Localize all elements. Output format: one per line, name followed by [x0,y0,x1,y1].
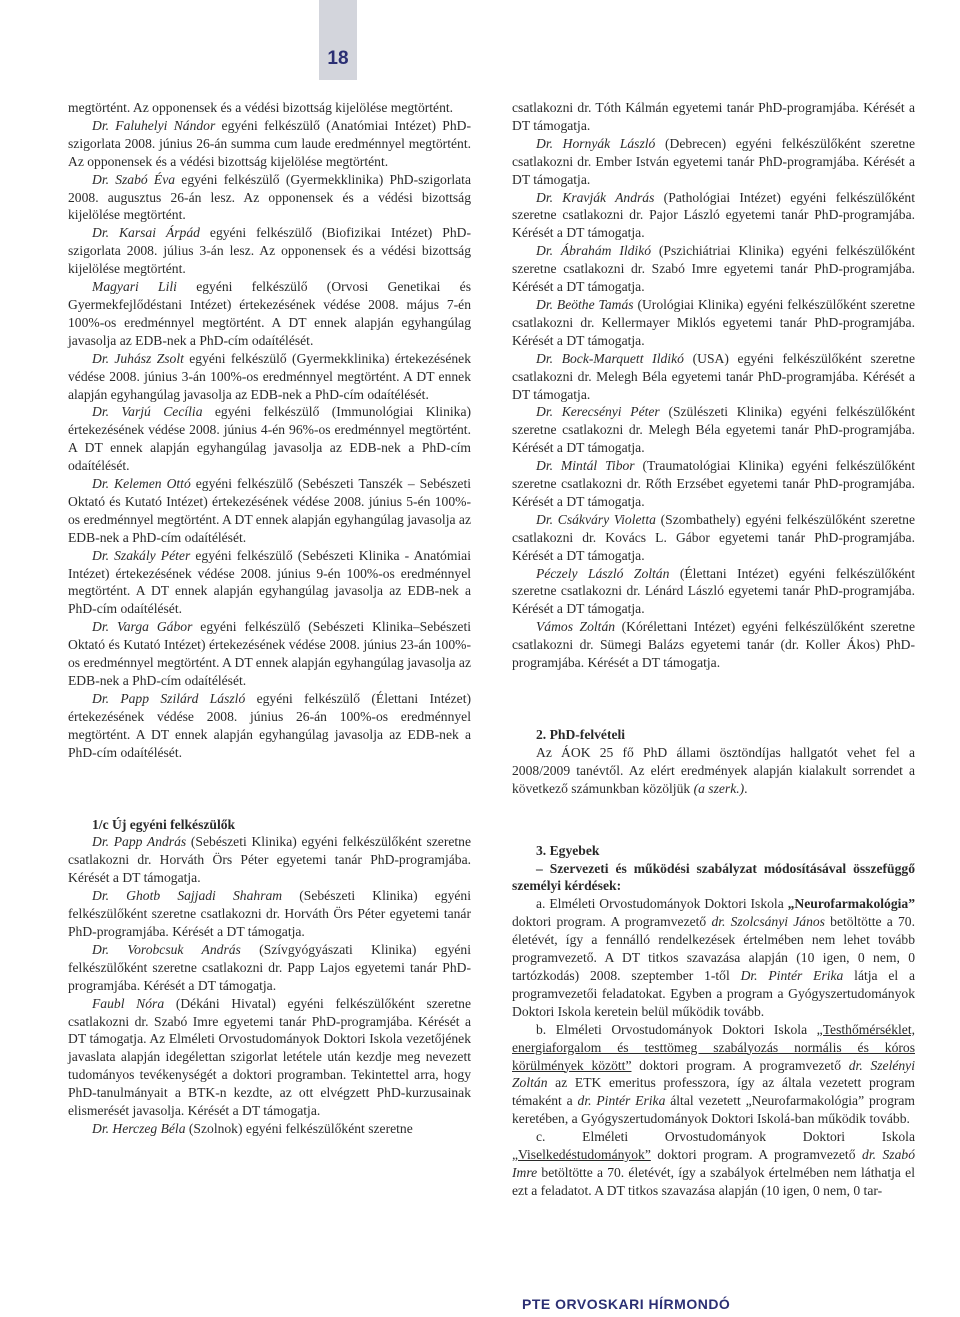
section-1c-heading: 1/c Új egyéni felkészülők [92,816,236,832]
person-name: Dr. Beöthe Tamás [536,296,634,312]
section-3-item-c: c. Elméleti Orvostudományok Doktori Iskola „Viselkedéstudományok” doktori program. A programvezető dr. Szabó Imre betöltötte a 70. életévét, így a szabályok értelmében nem láthatja el ezt a feladatot. A DT titkos szavazása alapján (10 igen, 0 nem, 0 tar- [512,1129,915,1198]
paragraph-text: (Szülészeti Klinika) egyéni felkészülőként szeretne csatlakozni dr. Melegh Béla egyetemi tanár PhD-programjába. Kérését a DT támogatja. [512,404,915,456]
paragraph-text: egyéni felkészülő (Sebészeti Klinika - Anatómiai Intézet) értekezésének védése 2008. június 9-én 100%-os eredménnyel megtörtént. A DT ennek alapján egyhangúlag javasolja az EDB-nek a PhD-cím odaítélését. [68,547,471,617]
person-name: Dr. Szabó Éva [92,171,176,187]
paragraph-text: egyéni felkészülő (Gyermekklinika) értekezésének védése 2008. június 3-án 100%-os eredménnyel megtörtént. A DT ennek alapján egyhangúlag javasolja az EDB-nek a PhD-cím odaítélését. [68,350,471,402]
paragraph-text: egyéni felkészülő (Orvosi Genetikai és Gyermekfejlődéstani Intézet) értekezésének védése 2008. május 7-én 100%-os eredménnyel megtörtént. A DT ennek alapján egyhangúlag javasolja az EDB-nek a PhD-cím odaítélését. [68,279,471,348]
paragraph [68,887,471,941]
paragraph-text: egyéni felkészülő (Biofizikai Intézet) PhD-szigorlata 2008. július 3-án lesz. Az opponensek és a védési bizottság kijelölése megtörtént. [68,225,471,277]
section-3-item-b: b. Elméleti Orvostudományok Doktori Iskola „Testhőmérséklet, energiaforgalom és testtömeg szabályozás normális és kóros körülmények között” doktori program. A programvezető dr. Szelényi Zoltán az ETK emeritus professzora, így az általa vezetett program témaként a dr. Pintér Erika által vezetett „Neurofarmakológia” program keretében, a Gyógyszertudományok Doktori Iskolá-ban működik tovább. [512,1021,915,1127]
person-name: Dr. Faluhelyi Nándor [92,117,216,133]
paragraph-text: egyéni felkészülő (Gyermekklinika) PhD-szigorlata 2008. augusztus 26-án lesz. Az opponensek és a védési bizottság kijelölése megtörtént. [68,171,471,223]
paragraph [512,403,915,457]
paragraph [512,135,915,189]
paragraph [68,403,471,475]
paragraph [512,99,915,135]
person-name: Dr. Papp András [92,834,187,850]
paragraph [68,171,471,225]
paragraph-text: csatlakozni dr. Tóth Kálmán egyetemi tanár PhD-programjába. Kérését a DT támogatja. [512,100,915,133]
page-number: 18 [327,48,349,69]
person-name: Dr. Ghotb Sajjadi Shahram [92,888,283,904]
paragraph-text: egyéni felkészülő (Sebészeti Klinika–Sebészeti Oktató és Kutató Intézet) értekezésének védése 2008. június 23-án 100%-os eredménnyel megtörtént. A DT ennek alapján egyhangúlag javasolja az EDB-nek a PhD-cím odaítélését. [68,619,471,688]
person-name: Dr. Herczeg Béla [92,1120,186,1136]
paragraph [512,565,915,619]
paragraph [68,690,471,762]
person-name: Dr. Vorobcsuk András [92,941,241,957]
left-paragraphs [68,99,471,762]
paragraph [68,941,471,995]
paragraph-text: (Sebészeti Klinika) egyéni felkészülőként szeretne csatlakozni dr. Horváth Örs Péter egyetemi tanár PhD-programjába. Kérését a DT támogatja. [68,834,471,886]
paragraph-text: (Traumatológiai Klinika) egyéni felkészülőként szeretne csatlakozni dr. Rőth Erzsébet egyetemi tanár PhD-programjába. Kérését a DT támogatja. [512,458,915,509]
person-name: Faubl Nóra [92,995,165,1011]
paragraph-text: (Sebészeti Klinika) egyéni felkészülőként szeretne csatlakozni dr. Horváth Örs Péter egyetemi tanár PhD-programjába. Kérését a DT támogatja. [68,888,471,939]
person-name: Dr. Kerecsényi Péter [536,404,660,420]
paragraph-text: egyéni felkészülő (Élettani Intézet) értekezésének védése 2008. június 26-án 100%-os eredménnyel megtörtént. A DT ennek alapján egyhangúlag javasolja az EDB-nek a PhD-cím odaítélését. [68,690,472,760]
person-name: Dr. Hornyák László [536,135,656,151]
person-name: Dr. Varjú Cecília [92,404,203,420]
paragraph-text: egyéni felkészülő (Anatómiai Intézet) PhD-szigorlata 2008. június 26-án summa cum laude eredménnyel megtörtént. Az opponensek és a védési bizottság kijelölése megtörtént. [68,117,471,169]
person-name: Dr. Karsai Árpád [92,225,200,241]
section-2-heading: 2. PhD-felvételi [536,727,626,742]
person-name: Dr. Szakály Péter [92,547,191,563]
paragraph [68,1120,471,1138]
paragraph [68,224,471,278]
paragraph [512,296,915,350]
paragraph [68,278,471,350]
person-name: Dr. Papp Szilárd László [92,690,246,706]
paragraph-text: egyéni felkészülő (Immunológiai Klinika) értekezésének védése 2008. június 4-én 96%-os eredménnyel megtörtént. A DT ennek alapján egyhangúlag javasolja az EDB-nek a PhD-cím odaítélését. [68,404,471,474]
paragraph [68,833,471,887]
person-name: Dr. Csákváry Violetta [536,511,656,527]
paragraph [512,511,915,565]
right-paragraphs [512,99,915,672]
paragraph [68,475,471,547]
person-name: Dr. Juhász Zsolt [92,350,184,366]
paragraph [68,995,471,1120]
paragraph-text: (Szolnok) egyéni felkészülőként szeretne [185,1120,413,1136]
publication-footer: PTE ORVOSKARI HÍRMONDÓ [522,1296,731,1312]
person-name: Dr. Varga Gábor [92,619,193,635]
paragraph-text: (Szívgyógyászati Klinika) egyéni felkészülőként szeretne csatlakozni dr. Papp Lajos egyetemi tanár PhD-programjába. Kérését a DT támogatja. [68,941,471,993]
person-name: Dr. Ábrahám Ildikó [536,243,652,259]
section-3-heading: 3. Egyebek [536,842,600,858]
paragraph [512,350,915,404]
paragraph [68,350,471,404]
paragraph-text: megtörtént. Az opponensek és a védési bizottság kijelölése megtörtént. [68,100,454,115]
paragraph-text: (Dékáni Hivatal) egyéni felkészülőként szeretne csatlakozni dr. Szabó Imre egyetemi tanár PhD-programjába. Kérését a DT támogatja. Az Elméleti Orvostudományok Doktori Iskola vezetőjének javaslata alapján idegélettan szigorlat letétele után kezdje meg nevezett tudományos tevékenységét a doktori programban. Tekintettel arra, hogy PhD-tanulmányait a BTK-n kezdte, az ott elvégzett PhD-kurzusainak elismerését javasolja. Kérését a DT támogatja. [68,995,471,1119]
person-name: Péczely László Zoltán [536,565,670,581]
paragraph-text: (Debrecen) egyéni felkészülőként szeretne csatlakozni dr. Ember István egyetemi tanár PhD-programjába. Kérését a DT támogatja. [512,135,916,187]
paragraph [68,618,471,690]
person-name: Dr. Bock-Marquett Ildikó [536,350,684,366]
section-2-text: Az ÁOK 25 fő PhD állami ösztöndíjas hallgatót vehet fel a 2008/2009 tanévtől. Az elért eredmények alapján kialakult sorrendet a következő számunkban közöljük (a szerk.). [512,744,915,796]
paragraph [68,117,471,171]
paragraph-text: (USA) egyéni felkészülőként szeretne csatlakozni dr. Melegh Béla egyetemi tanár PhD-programjába. Kérését a DT támogatja. [512,350,915,402]
person-name: Dr. Mintál Tibor [536,458,635,474]
paragraph [512,189,915,243]
section-3-subheading: – Szervezeti és működési szabályzat módosításával összefüggő személyi kérdések: [512,860,915,894]
paragraph [512,457,915,511]
right-column [512,99,915,1200]
paragraph-text: (Pszichiátriai Klinika) egyéni felkészülőként szeretne csatlakozni dr. Szabó Imre egyetemi tanár PhD-programjába. Kérését a DT támogatja. [512,243,915,295]
paragraph-text: (Szombathely) egyéni felkészülőként szeretne csatlakozni dr. Kovács L. Gábor egyetemi tanár PhD-programjába. Kérését a DT támogatja. [512,511,915,563]
paragraph-text: (Urológiai Klinika) egyéni felkészülőként szeretne csatlakozni dr. Kellermayer Miklós egyetemi tanár PhD-programjába. Kérését a DT támogatja. [512,296,915,348]
paragraph-text: (Kórélettani Intézet) egyéni felkészülőként szeretne csatlakozni dr. Sümegi Balázs egyetemi tanár (dr. Koller Ákos) PhD-programjába. Kérését a DT támogatja. [512,619,915,671]
paragraph [512,242,915,296]
paragraph [512,618,915,672]
paragraph-text: (Élettani Intézet) egyéni felkészülőként szeretne csatlakozni dr. Lénárd László egyetemi tanár PhD-programjába. Kérését a DT támogatja. [512,565,915,617]
paragraph-text: (Pathológiai Intézet) egyéni felkészülőként szeretne csatlakozni dr. Pajor László egyetemi tanár PhD-programjába. Kérését a DT támogatja. [512,189,915,241]
person-name: Dr. Kelemen Ottó [92,476,191,492]
paragraph [68,99,471,117]
person-name: Magyari Lili [92,279,177,295]
person-name: Dr. Kravják András [536,189,655,205]
page-number-box [319,0,357,80]
paragraph-text: egyéni felkészülő (Sebészeti Tanszék – Sebészeti Oktató és Kutató Intézet) értekezésének védése 2008. június 5-én 100%-os eredménnyel megtörtént. A DT ennek alapján egyhangúlag javasolja az EDB-nek a PhD-cím odaítélését. [68,476,471,545]
section-1c-paragraphs [68,833,471,1137]
paragraph [68,547,471,619]
left-column [68,99,471,1138]
person-name: Vámos Zoltán [536,619,616,635]
section-3-item-a: a. Elméleti Orvostudományok Doktori Iskola „Neurofarmakológia” doktori program. A programvezető dr. Szolcsányi János betöltötte a 70. életévét, így a fennálló rendelkezések értelmében nem lehet tovább programvezető. A DT titkos szavazása alapján (10 igen, 0 nem, 0 tartózkodás) 2008. szeptember 1-től Dr. Pintér Erika látja el a programvezetői feladatokat. Egyben a program a Gyógyszertudományok Doktori Iskola keretein belül működik tovább. [512,896,916,1019]
